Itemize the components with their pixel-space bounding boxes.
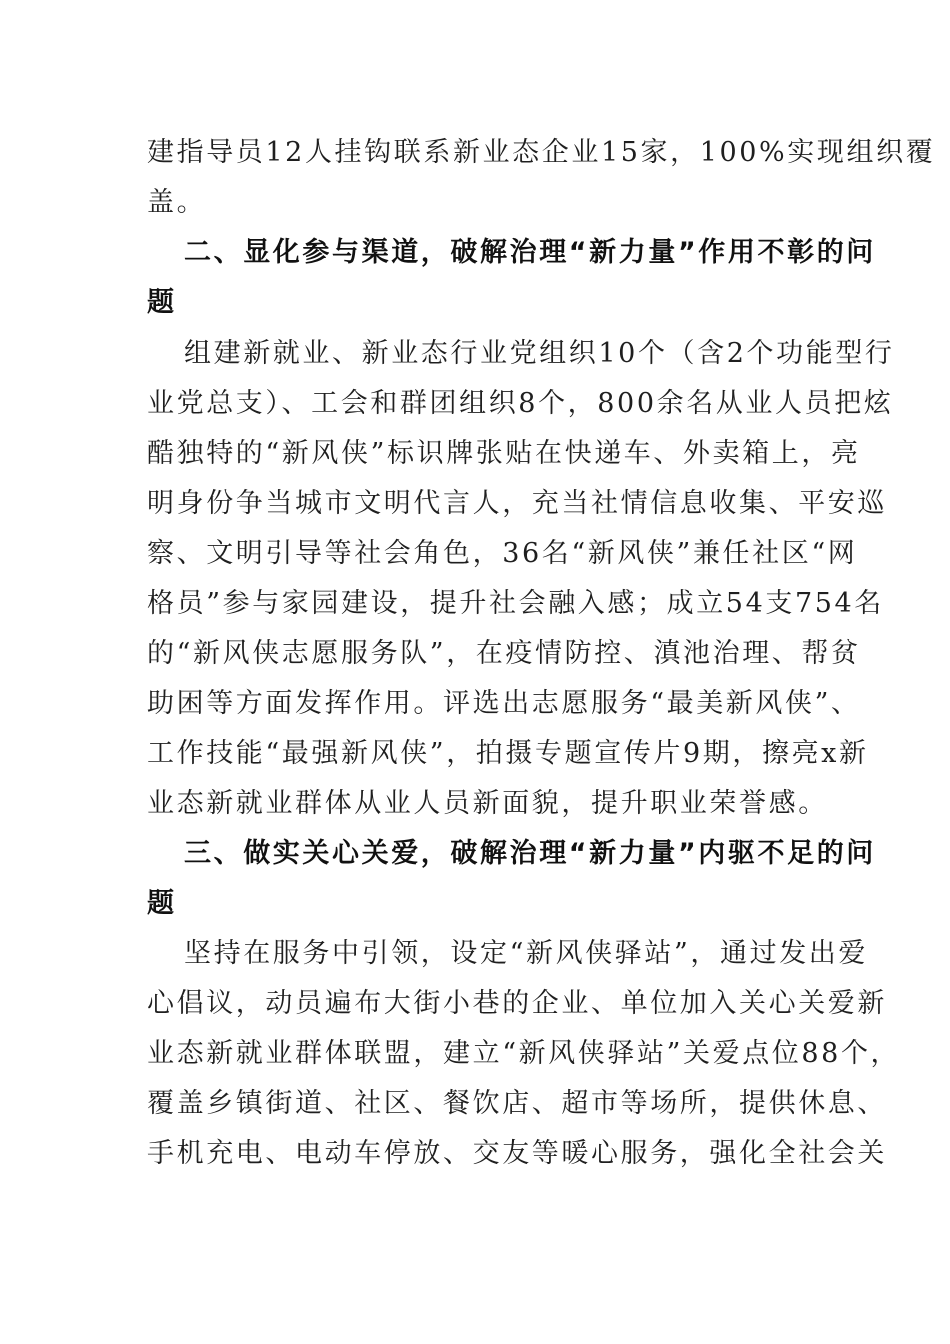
paragraph-line: 工作技能“最强新风侠”，拍摄专题宣传片9期，擦亮x新 — [147, 738, 869, 769]
paragraph-line: 助困等方面发挥作用。评选出志愿服务“最美新风侠”、 — [147, 688, 861, 719]
paragraph-line: 组建新就业、新业态行业党组织10个（含2个功能型行 — [184, 338, 895, 369]
section-heading-3-cont: 题 — [147, 888, 177, 919]
section-heading-2: 二、显化参与渠道，破解治理“新力量”作用不彰的问 — [184, 237, 876, 268]
section-heading-3: 三、做实关心关爱，破解治理“新力量”内驱不足的问 — [184, 838, 876, 869]
paragraph-line: 心倡议，动员遍布大街小巷的企业、单位加入关心关爱新 — [147, 988, 887, 1019]
paragraph-line: 察、文明引导等社会角色，36名“新风侠”兼任社区“网 — [147, 538, 858, 569]
paragraph-line: 业态新就业群体联盟，建立“新风侠驿站”关爱点位88个， — [147, 1038, 901, 1069]
paragraph-line: 盖。 — [147, 187, 207, 218]
paragraph-line: 手机充电、电动车停放、交友等暖心服务，强化全社会关 — [147, 1138, 887, 1169]
paragraph-line: 的“新风侠志愿服务队”，在疫情防控、滇池治理、帮贫 — [147, 638, 861, 669]
paragraph-line: 明身份争当城市文明代言人，充当社情信息收集、平安巡 — [147, 488, 887, 519]
paragraph-line: 格员”参与家园建设，提升社会融入感；成立54支754名 — [147, 588, 884, 619]
paragraph-line: 酷独特的“新风侠”标识牌张贴在快递车、外卖箱上，亮 — [147, 438, 861, 469]
section-heading-2-cont: 题 — [147, 287, 177, 318]
paragraph-line: 建指导员12人挂钩联系新业态企业15家，100%实现组织覆 — [147, 137, 936, 168]
paragraph-line: 业党总支）、工会和群团组织8个，800余名从业人员把炫 — [147, 388, 894, 419]
paragraph-line: 坚持在服务中引领，设定“新风侠驿站”，通过发出爱 — [184, 938, 869, 969]
paragraph-line: 业态新就业群体从业人员新面貌，提升职业荣誉感。 — [147, 788, 828, 819]
paragraph-line: 覆盖乡镇街道、社区、餐饮店、超市等场所，提供休息、 — [147, 1088, 887, 1119]
